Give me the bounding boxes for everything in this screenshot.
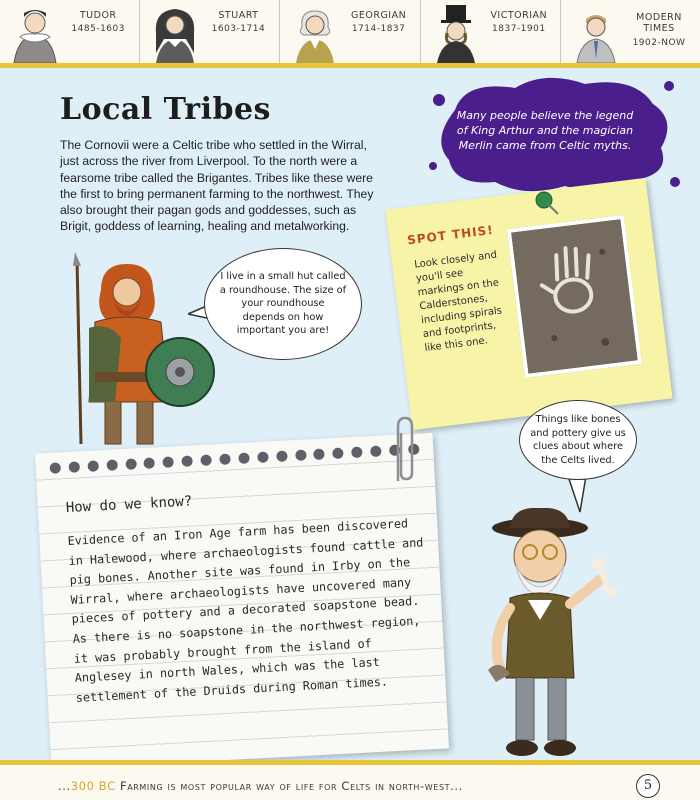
era-dates: 1902-NOW: [632, 38, 686, 48]
georgian-portrait-icon: [286, 3, 344, 63]
timeline-era-modern: [561, 0, 700, 63]
notebook-text: Evidence of an Iron Age farm has been discovered in Halewood, where archaeologists found cattle and pig bones. Another site was found in Irby on the Wirral, where archaeologists have uncovered many pieces of pottery and a decorated soapstone bead. As there is no soapstone in the northwest region, it was probably brought from the island of Anglesey in north Wales, which was the last settlement of the Druids during Roman times.: [67, 516, 424, 705]
footer-prefix: ...: [58, 779, 71, 793]
tudor-portrait-icon: [6, 3, 64, 63]
celt-speech-bubble: [204, 248, 362, 360]
notebook-title: How do we know?: [65, 493, 193, 517]
era-name: STUART: [218, 10, 259, 21]
spot-this-note: [385, 178, 672, 430]
intro-paragraph: The Cornovii were a Celtic tribe who settled in the Wirral, just across the river from Liverpool. To the north were a fearsome tribe called the Brigantes. Tribes like these were the first to bring permanent farming to the northwest. They also brought their pagan gods and goddesses, such as Brigit, goddess of learning, healing and metalworking.: [60, 138, 374, 234]
modern-portrait-icon: [567, 3, 625, 63]
splat-fact: Many people believe the legend of King Arthur and the magician Merlin came from Celtic myths.: [456, 109, 634, 152]
footer-timeline-text: [58, 779, 463, 793]
notebook-panel: [35, 433, 449, 769]
archaeologist-speech-bubble: [519, 400, 637, 480]
timeline-bar: [0, 0, 700, 68]
era-dates: 1485-1603: [71, 24, 125, 34]
era-name: TUDOR: [79, 10, 117, 21]
timeline-era-georgian: [280, 0, 420, 63]
footer-fact: Farming is most popular way of life for Celts in north-west...: [119, 779, 463, 793]
footer-bar: [0, 760, 700, 800]
era-dates: 1837-1901: [492, 24, 546, 34]
calderstones-photo-icon: [507, 215, 642, 378]
era-dates: 1714-1837: [351, 24, 406, 34]
era-dates: 1603-1714: [211, 24, 266, 34]
spot-this-label: SPOT THIS!: [406, 222, 495, 248]
archaeologist-illustration-icon: [470, 508, 645, 758]
timeline-era-stuart: [140, 0, 280, 63]
page-number: 5: [636, 774, 660, 798]
era-name: GEORGIAN: [351, 10, 407, 21]
celt-speech-text: I live in a small hut called a roundhouse. The size of your roundhouse depends on how important you are!: [219, 271, 347, 337]
timeline-era-tudor: [0, 0, 140, 63]
paper-clip-icon: [388, 415, 418, 485]
era-name: VICTORIAN: [490, 10, 548, 21]
push-pin-icon: [532, 188, 562, 218]
archaeologist-speech-text: Things like bones and pottery give us clues about where the Celts lived.: [530, 414, 626, 466]
spot-this-text: Look closely and you'll see markings on the Calderstones, including spirals and footprints, like this one.: [413, 249, 503, 355]
footer-year: 300 BC: [70, 779, 116, 793]
notebook-holes: [50, 444, 420, 477]
celt-warrior-illustration-icon: [65, 252, 215, 447]
timeline-era-victorian: [421, 0, 561, 63]
page-title: Local Tribes: [60, 92, 271, 127]
era-name: MODERN TIMES: [636, 12, 682, 34]
stuart-portrait-icon: [146, 3, 204, 63]
victorian-portrait-icon: [427, 3, 485, 63]
